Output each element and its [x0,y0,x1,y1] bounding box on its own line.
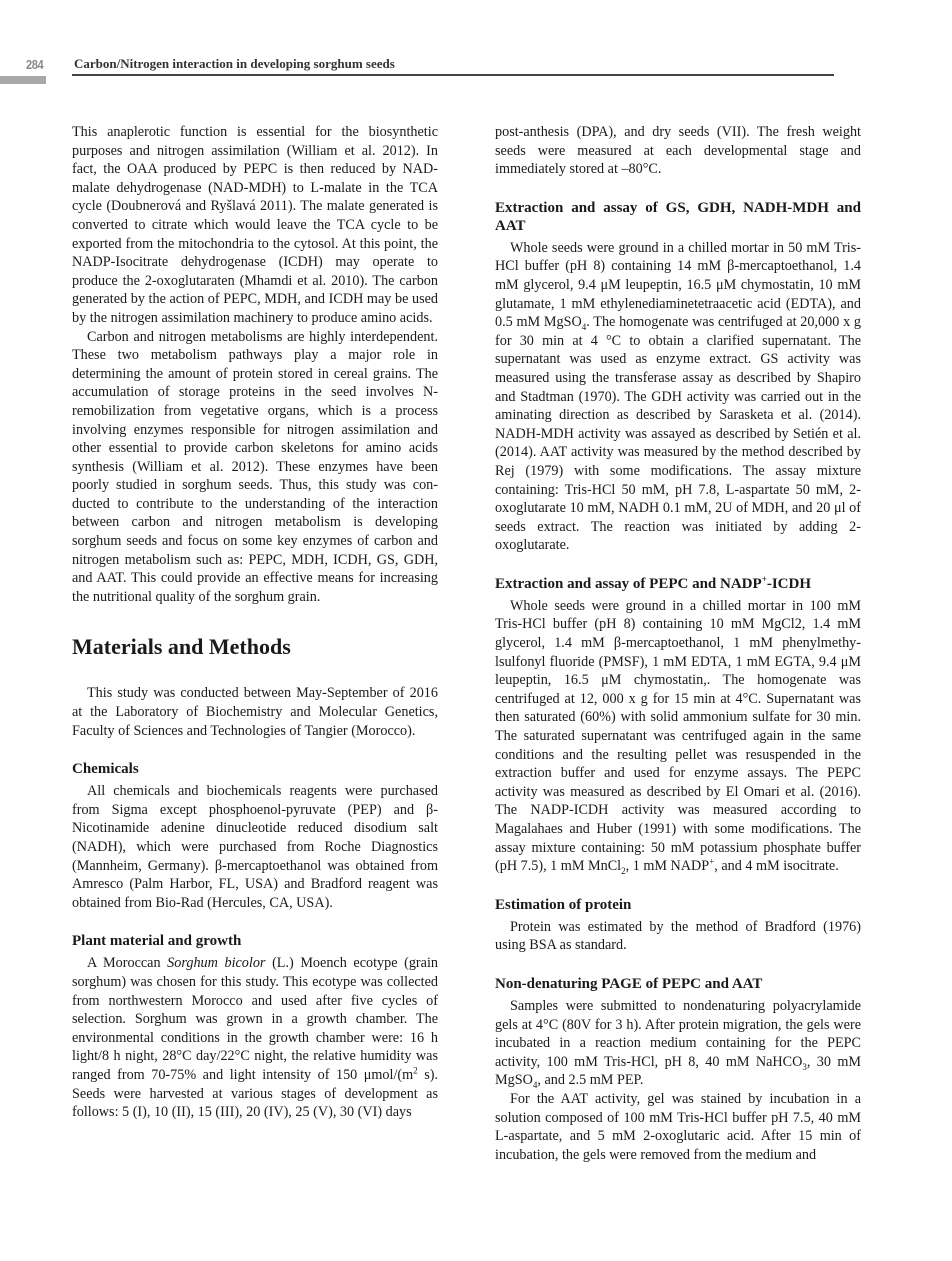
subscript: 4 [581,321,587,332]
text-run: (L.) Moench ecotype (grain sorghum) was chosen for this study. This ecotype was collected from northwestern Morocco and used after five cycles of selection. Sorghum was grown in a growth chamber. The environmental conditions in the growth chamber were: 16 h light/8 h night, 28°C day/22°C night, the relative humidity was ranged from 70-75% and light intensity of 150 μmol/(m [72,955,438,1083]
methods-paragraph: This study was conducted between May-September of 2016 at the Laboratory of Biochemistry and Molecular Genetics, Faculty of Sciences and Technologies of Tangier (Morocco). [72,685,438,739]
plant-material-paragraph [72,954,438,1121]
gs-gdh-paragraph [495,239,861,555]
subsection-heading-pepc-icdh [495,575,861,593]
text-run: , and 4 mM isocitrate. [714,858,839,875]
header-rule [72,74,834,76]
superscript: + [761,573,767,584]
text-run: , 30 mM MgSO [495,1053,861,1089]
subscript: 3 [802,1061,807,1072]
text-run: , 1 mM NADP [625,858,710,875]
subsection-heading-chemicals: Chemicals [72,761,139,778]
chemicals-paragraph: All chemicals and biochemicals reagents were purchased from Sigma except phosphoenol-pyruvate (PEP) and β-Nicotinamide adenine dinucleotide reduced disodium salt (NADH), which were purchased from Roche Diagnostics (Mannheim, Germany). β-mercaptoethanol was obtained from Amresco (Palm Harbor, FL, USA) and Bradford reagent was obtained from Bio-Rad (Hercules, CA, USA). [72,783,438,911]
subscript: 2 [621,866,626,877]
subsection-heading-native-page: Non-denaturing PAGE of PEPC and AAT [495,975,763,992]
text-run: Extraction and assay of PEPC and NADP [495,575,762,592]
text-run: -ICDH [766,575,811,592]
plant-material-continued: post-anthesis (DPA), and dry seeds (VII). The fresh weight seeds were measured at each developmental stage and immediately stored at –80°C. [495,124,861,178]
page-number-bar [0,76,46,84]
page-number: 284 [26,57,44,72]
text-run: s). Seeds were harvested at various stages of development as follows: 5 (I), 10 (II), 15 (III), 20 (IV), 25 (V), 30 (VI) days [72,1066,438,1121]
text-run: . The homogenate was centrifuged at 20,000 x g for 30 min at 4 °C to obtain a clarified supernatant. The supernatant was used as enzyme extract. GS activity was measured using the transferase assay as described by Shapiro and Stadtman (1970). The GDH activity was carried out in the aminating direction as described by Sarasketa et al. (2014). NADH-MDH activity was assayed as described by Setién et al. (2014). AAT activity was measured by the method described by Rej (1979) with some modifications. The assay mixture containing: Tris-HCl 50 mM, pH 7.8, L-aspartate 50 mM, 2-oxoglutarate 10 mM, NADH 0.1 mM, 2U of MDH, and 20 μl of seeds extract. The reaction was initiated by adding 2-oxoglutarate. [495,314,861,554]
native-page-paragraph-2: For the AAT activity, gel was stained by incubation in a solution composed of 100 mM Tris-HCl buffer pH 7.5, 40 mM L-aspartate, and 5 mM 2-oxoglutaric acid. After 15 min of incubation, the gels were removed from the medium and [495,1090,861,1163]
text-run: , and 2.5 mM PEP. [537,1072,644,1089]
superscript: + [709,856,715,867]
running-title: Carbon/Nitrogen interaction in developing sorghum seeds [74,56,395,71]
subscript: 4 [532,1080,538,1091]
right-column [495,123,861,1164]
intro-paragraph-2: Carbon and nitrogen metabolisms are highly interdependent. These two metabolism pathways play a major role in determining the amount of protein stored in cereal grains. The accumulation of storage proteins in the seed involves N-remobilization from vegetative organs, which is a process involving enzymes responsible for nitrogen assimilation and other essential to provide carbon skeletons for amino acids synthesis (William et al. 2012). These enzymes have been poorly studied in sorghum seeds. Thus, this study was con-ducted to contribute to the understanding of the interaction between carbon and nitrogen metabolism is developing sorghum seeds and focus on some key enzymes of carbon and nitrogen metabolism such as: PEPC, MDH, ICDH, GS, GDH, and AAT. This could provide an effective means for increasing the nutritional quality of the sorghum grain. [72,328,438,605]
text-run: Whole seeds were ground in a chilled mortar in 100 mM Tris-HCl buffer (pH 8) containing 10 mM MgCl2, 1.4 mM glycerol, 1.4 mM β-mercaptoethanol, 1 mM phenylmethy-lsulfonyl fluoride (PMSF), 1 mM EDTA, 1 mM EGTA, 9.4 μM leupeptin, 16.5 μM chymostatin,. The homogenate was centrifuged at 12, 000 x g for 15 min at 4°C. Supernatant was then saturated (60%) with solid ammonium sulfate for 30 min. The saturated supernatant was centrifuged again in the same conditions and the resulting pellet was resuspended in the extraction buffer and used for enzyme assays. The PEPC activity was measured as described by El Omari et al. (2016). The NADP-ICDH activity was measured according to Magalahaes and Huber (1991) with some modifications. The assay mixture containing: 50 mM potassium phosphate buffer (pH 7.5), 1 mM MnCl [495,597,861,875]
species-name: Sorghum bicolor [167,955,266,972]
text-run: Samples were submitted to nondenaturing polyacrylamide gels at 4°C (80V for 3 h). After protein migration, the gels were incubated in a reaction medium containing for the PEPC activity, 100 mM Tris-HCl, pH 8, 40 mM NaHCO [495,997,861,1070]
intro-paragraph-1: This anaplerotic function is essential for the biosynthetic purposes and nitrogen assimilation (William et al. 2012). In fact, the OAA produced by PEPC is then reduced by NAD-malate dehydrogenase (NAD-MDH) to L-malate in the TCA cycle (Doubnerová and Ryšlavá 2011). The malate generated is converted to citrate which would leave the TCA cycle to be exported from the mitochondria to the cytosol. At this point, the NADP-Isocitrate dehydrogenase (ICDH) may operate to produce the 2-oxoglutaraten (Mhamdi et al. 2010). The carbon generated by the action of PEPC, MDH, and ICDH may be used by the nitrogen assimilation machinery to produce amino acids. [72,124,438,326]
native-page-paragraph-1 [495,997,861,1090]
superscript: 2 [413,1065,418,1076]
pepc-icdh-paragraph [495,597,861,876]
section-heading-methods: Materials and Methods [72,634,291,660]
left-column [72,123,438,1122]
subsection-heading-plant-material: Plant material and growth [72,933,242,950]
text-run: Whole seeds were ground in a chilled mortar in 50 mM Tris-HCl buffer (pH 8) containing 14 mM β-mercaptoethanol, 1.4 mM glycerol, 9.4 μM leupeptin, 16.5 μM chymostatin, 10 mM glutamate, 1 mM ethylenediaminetetraacetic acid (EDTA), and 0.5 mM MgSO [495,239,861,331]
subsection-heading-gs-gdh: Extraction and assay of GS, GDH, NADH-MDH and AAT [495,199,861,234]
protein-paragraph: Protein was estimated by the method of Bradford (1976) using BSA as standard. [495,918,861,954]
text-run: A Moroccan [87,955,168,972]
subsection-heading-protein: Estimation of protein [495,896,632,913]
